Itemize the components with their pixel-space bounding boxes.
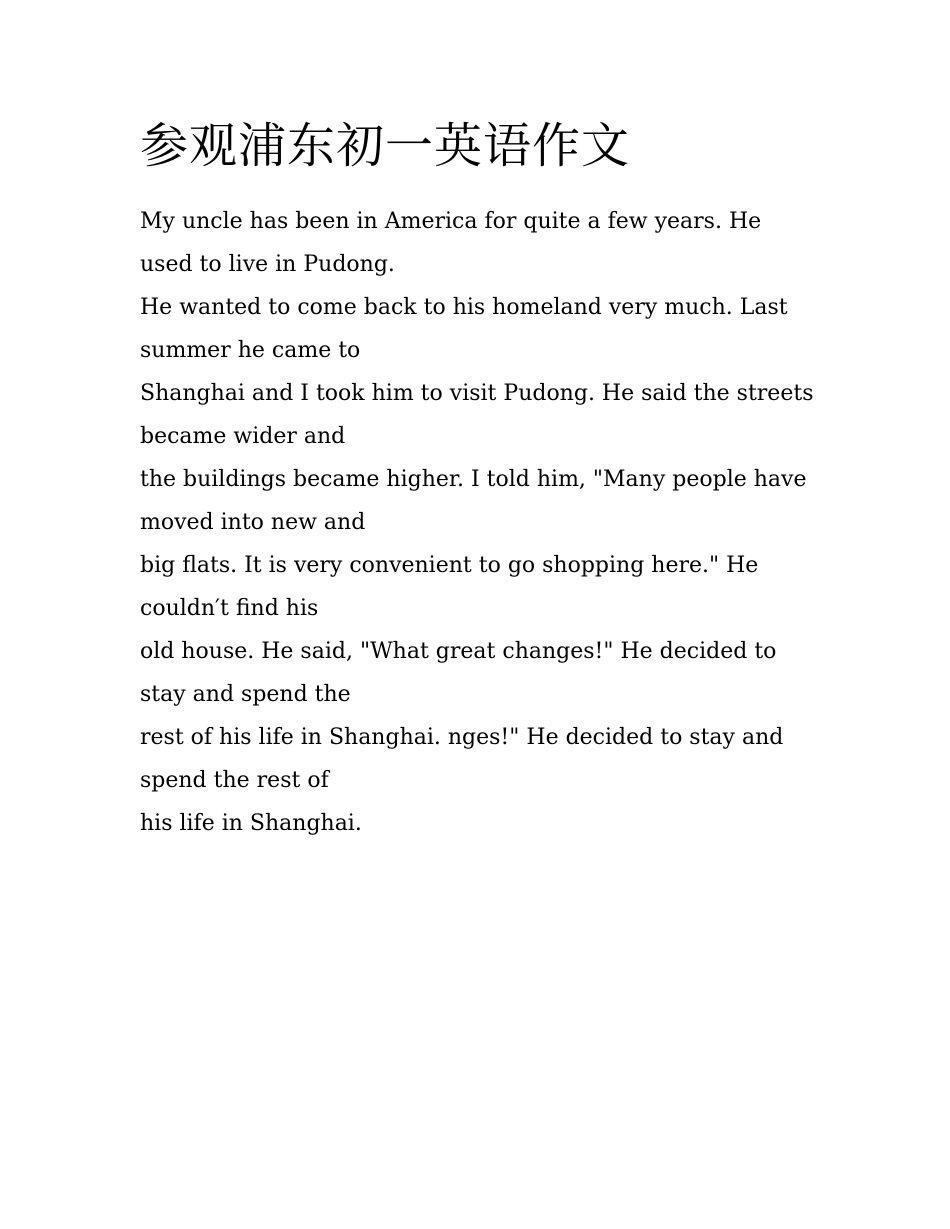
text-line-8: his life in Shanghai. (140, 811, 362, 836)
text-line-6: old house. He said, "What great changes!" He decided to stay and spend the (140, 639, 777, 707)
text-line-5: big flats. It is very convenient to go shopping here." He couldn′t find his (140, 553, 759, 621)
document-content (140, 112, 820, 845)
document-title: 参观浦东初一英语作文 (140, 118, 631, 174)
text-line-4: the buildings became higher. I told him, "Many people have moved into new and (140, 467, 807, 535)
text-line-7: rest of his life in Shanghai. nges!" He decided to stay and spend the rest of (140, 725, 784, 793)
text-line-1: My uncle has been in America for quite a few years. He used to live in Pudong. (140, 209, 762, 277)
text-line-2: He wanted to come back to his homeland very much. Last summer he came to (140, 295, 788, 363)
text-line-3: Shanghai and I took him to visit Pudong. He said the streets became wider and (140, 381, 814, 449)
